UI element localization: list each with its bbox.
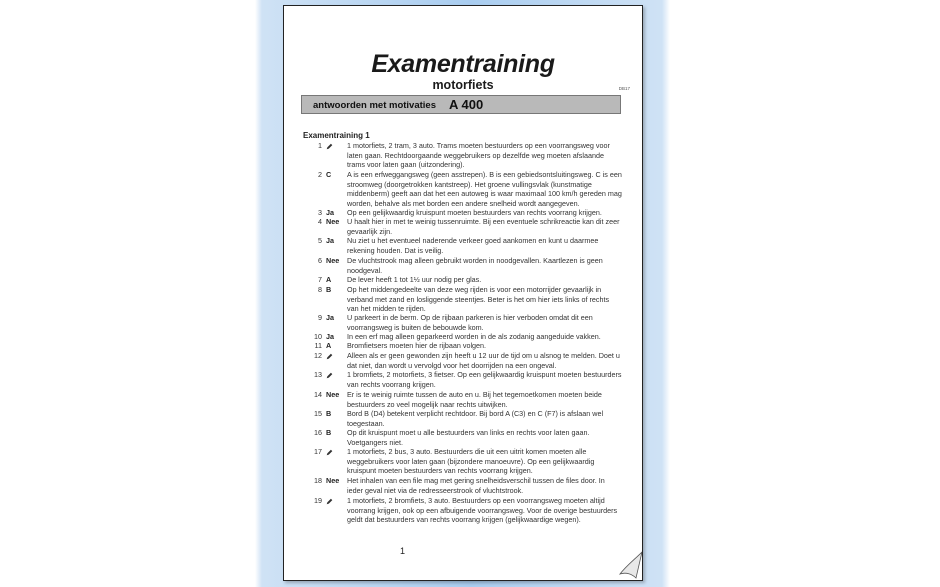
item-number: 9 — [318, 313, 322, 322]
header-bar-label: antwoorden met motivaties — [313, 100, 436, 111]
header-bar-code: A 400 — [449, 97, 484, 112]
item-motivation: 1 motorfiets, 2 bus, 3 auto. Bestuurders die uit een uitrit komen moeten alle weggebruikers voor laten gaan (bijzondere manoeuvre). Op een gelijkwaardig kruispunt moeten bestuurders van rechts voorrang krijgen. — [347, 447, 595, 475]
item-number: 16 — [314, 428, 322, 437]
item-number: 4 — [318, 217, 322, 226]
item-number: 12 — [314, 351, 322, 360]
item-answer: A — [326, 275, 332, 284]
section-title: Examentraining 1 — [303, 131, 370, 140]
item-motivation: 1 bromfiets, 2 motorfiets, 3 fietser. Op een gelijkwaardig kruispunt moeten bestuurders van rechts voorrang krijgen. — [347, 370, 622, 389]
document-page — [283, 5, 643, 581]
item-motivation: Bromfietsers moeten hier de rijbaan volgen. — [347, 341, 487, 350]
pencil-icon — [326, 143, 333, 150]
item-answer: Ja — [326, 313, 334, 322]
pencil-icon — [326, 372, 333, 379]
item-motivation: U haalt hier in met te weinig tussenruimte. Bij een eventuele schrikreactie kan dit zeer gevaarlijk zijn. — [347, 217, 620, 236]
item-motivation: Nu ziet u het eventueel naderende verkeer goed aankomen en kunt u daarmee rekening houden. Dat is veilig. — [347, 236, 599, 255]
item-answer: Ja — [326, 208, 334, 217]
item-number: 19 — [314, 496, 322, 505]
item-number: 2 — [318, 170, 322, 179]
item-motivation: A is een erfweggangsweg (geen asstrepen). B is een gebiedsontsluitingsweg. C is een stroomweg (doorgetrokken kantstreep). Het groene vullingsvlak (kunstmatige middenberm) geeft aan dat het een autoweg is waar maximaal 100 km/h gereden mag worden, behalve als met borden een andere snelheid wordt aangegeven. — [347, 170, 622, 208]
item-number: 17 — [314, 447, 322, 456]
item-number: 6 — [318, 256, 322, 265]
page-subtitle: motorfiets — [432, 78, 494, 92]
item-motivation: Het inhalen van een file mag met gering snelheidsverschil tussen de files door. In ieder geval niet via de redresseerstrook of vluchtstrook. — [347, 476, 605, 495]
item-number: 10 — [314, 332, 322, 341]
item-motivation: In een erf mag alleen geparkeerd worden in de als zodanig aangeduide vakken. — [347, 332, 601, 341]
item-answer: Nee — [326, 390, 340, 399]
header-bar — [301, 95, 621, 114]
pencil-icon — [326, 449, 333, 456]
item-number: 11 — [314, 341, 322, 350]
pencil-icon — [326, 353, 333, 360]
item-motivation: 1 motorfiets, 2 tram, 3 auto. Trams moeten bestuurders op een voorrangsweg voor laten gaan. Rechtdoorgaande weggebruikers op dezelfde weg moeten afslaande trams voor laten gaan (uitzondering). — [347, 141, 610, 169]
item-motivation: De lever heeft 1 tot 1½ uur nodig per glas. — [347, 275, 482, 284]
item-answer: Ja — [326, 236, 334, 245]
item-answer: B — [326, 428, 332, 437]
item-motivation: U parkeert in de berm. Op de rijbaan parkeren is hier verboden omdat dit een voorrangsweg is buiten de bebouwde kom. — [347, 313, 593, 332]
item-motivation: Er is te weinig ruimte tussen de auto en u. Bij het tegemoetkomen moeten beide bestuurders zo veel mogelijk naar rechts uitwijken. — [347, 390, 602, 409]
page-curl-icon — [616, 550, 642, 580]
item-motivation: Op het middengedeelte van deze weg rijden is voor een motorrijder gevaarlijk in verband met zand en losliggende steentjes. Beter is het om hier iets links of rechts van het midden te rijden. — [347, 285, 610, 313]
page-number: 1 — [400, 546, 406, 556]
item-motivation: Op dit kruispunt moet u alle bestuurders van links en rechts voor laten gaan. Voetgangers niet. — [347, 428, 590, 447]
item-number: 3 — [318, 208, 322, 217]
item-number: 15 — [314, 409, 322, 418]
item-answer: B — [326, 285, 332, 294]
item-answer: Nee — [326, 256, 340, 265]
item-number: 18 — [314, 476, 322, 485]
item-number: 5 — [318, 236, 322, 245]
item-number: 1 — [318, 141, 322, 150]
item-number: 8 — [318, 285, 322, 294]
item-answer: Nee — [326, 476, 340, 485]
item-answer: B — [326, 409, 332, 418]
item-motivation: De vluchtstrook mag alleen gebruikt worden in noodgevallen. Kaartlezen is geen noodgeval. — [347, 256, 603, 275]
item-number: 7 — [318, 275, 322, 284]
document-code: DB17 — [618, 86, 630, 91]
item-motivation: Bord B (D4) betekent verplicht rechtdoor. Bij bord A (C3) en C (F7) is afslaan wel toegestaan. — [347, 409, 604, 428]
item-number: 14 — [314, 390, 322, 399]
item-number: 13 — [314, 370, 322, 379]
item-answer: A — [326, 341, 332, 350]
item-answer: C — [326, 170, 332, 179]
item-motivation: Alleen als er geen gewonden zijn heeft u 12 uur de tijd om u alsnog te melden. Doet u dat niet, dan wordt u vervolgd voor het doorrijden na een ongeval. — [347, 351, 620, 370]
page-title: Examentraining — [371, 50, 555, 78]
item-motivation: 1 motorfiets, 2 bromfiets, 3 auto. Bestuurders op een voorrangsweg moeten altijd voorrang krijgen, ook op een afbuigende voorrangsweg. Voor de overige bestuurders geldt dat bestuurders van rechts voorrang krijgen (gelijkwaardige wegen). — [347, 496, 618, 524]
pencil-icon — [326, 498, 333, 505]
item-motivation: Op een gelijkwaardig kruispunt moeten bestuurders van rechts voorrang krijgen. — [347, 208, 602, 217]
item-answer: Ja — [326, 332, 334, 341]
item-answer: Nee — [326, 217, 340, 226]
